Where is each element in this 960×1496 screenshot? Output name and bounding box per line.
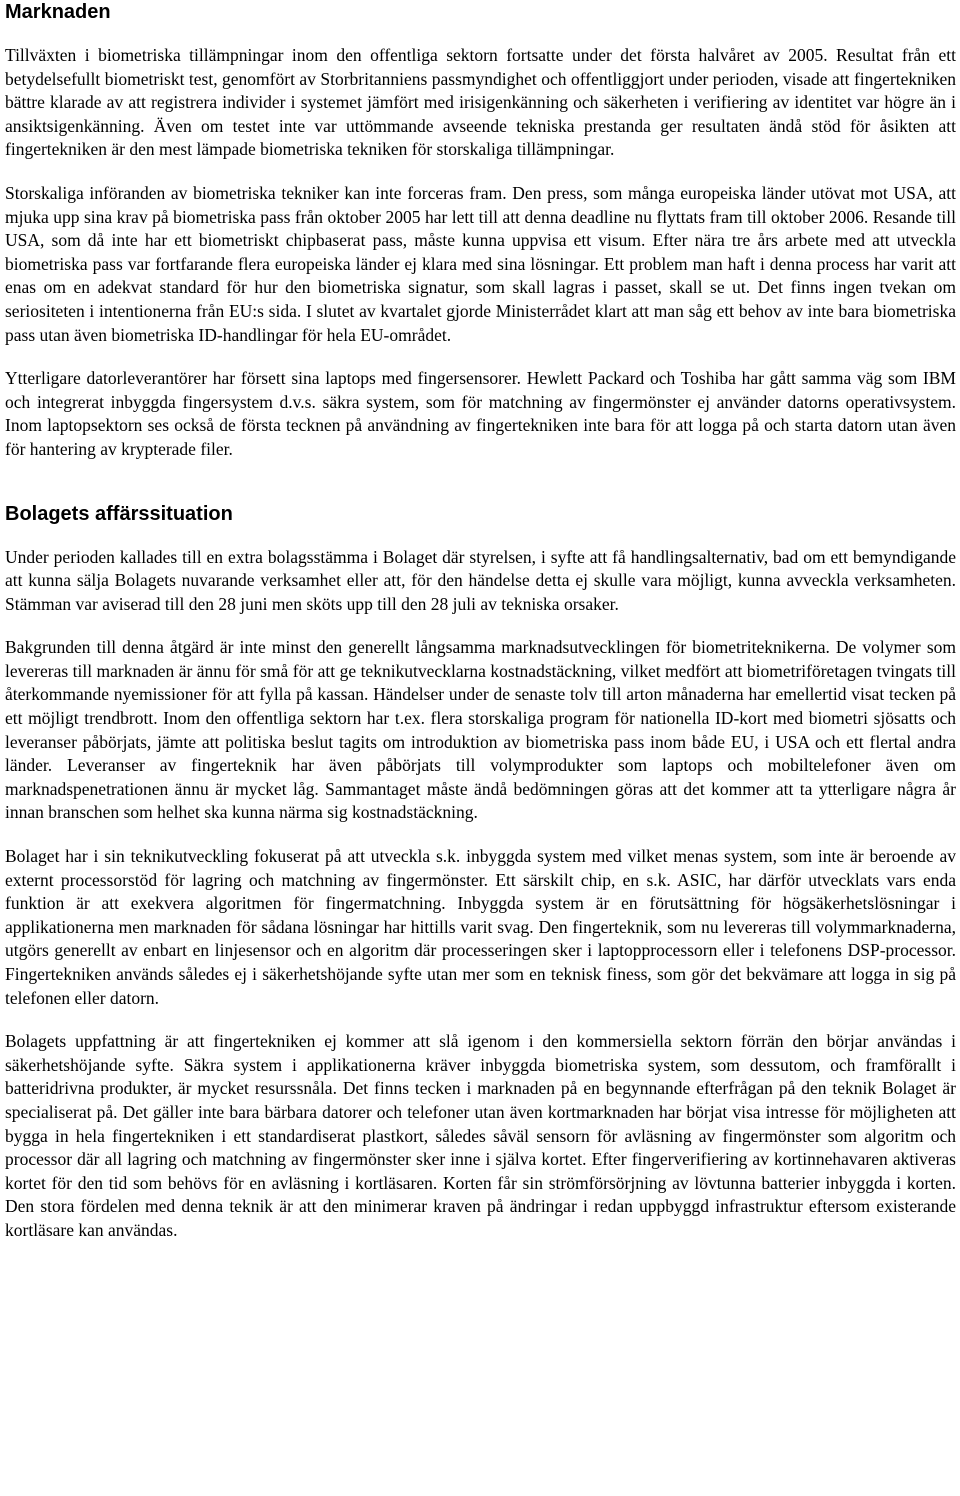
paragraph-marknaden-1: Tillväxten i biometriska tillämpningar inom den offentliga sektorn fortsatte under det första halvåret av 2005. Resultat från ett betydelsefullt biometriskt test, genomfört av Storbritanniens passmyndighet och offentliggjort under perioden, visade att fingertekniken bättre klarade av att registrera individer i systemet jämfört med irisigenkänning och säkerheten i verifiering av identitet var högre än i ansiktsigenkänning. Även om testet inte var uttömmande avseende tekniska prestanda ger resultaten ändå stöd för åsikten att fingertekniken är den mest lämpade biometriska tekniken för storskaliga tillämpningar. <box>5 45 956 160</box>
paragraph-marknaden-3: Ytterligare datorleverantörer har försett sina laptops med fingersensorer. Hewlett Packard och Toshiba har gått samma väg som IBM och integrerat inbyggda fingersystem d.v.s. säkra system, som för matchning av fingermönster ej använder datorns operativsystem. Inom laptopsektorn ses också de första tecknen på användning av fingertekniken inte bara för att logga på och starta datorn utan även för hantering av krypterade filer. <box>5 368 956 459</box>
section-heading-bolagets-affarssituation: Bolagets affärssituation <box>5 502 233 525</box>
section-heading-marknaden: Marknaden <box>5 1 111 23</box>
document-page <box>5 0 956 1243</box>
paragraph-bolagets-3: Bolaget har i sin teknikutveckling fokuserat på att utveckla s.k. inbyggda system med vilket menas system, som inte är beroende av externt processorstöd för lagring och matchning av fingermönster. Ett särskilt chip, en s.k. ASIC, har därför utvecklats vars enda funktion är att exekvera algoritmen för fingermatchning. Inbyggda system är en förutsättning för högsäkerhetslösningar i applikationerna men marknaden för sådana lösningar har hittills varit svag. Den fingerteknik, som nu levereras till volymmarknaderna, utgörs generellt av enbart en linjesensor och en algoritm där processeringen sker i laptopprocessorn eller i telefonens DSP-processor. Fingertekniken används således ej i säkerhetshöjande syfte utan mer som en teknisk finess, som gör det bekvämare att logga in sig på telefonen eller datorn. <box>5 846 956 1008</box>
paragraph-bolagets-2: Bakgrunden till denna åtgärd är inte minst den generellt långsamma marknadsutvecklingen för biometriteknikerna. De volymer som levereras till marknaden är ännu för små för att ge teknikutvecklarna kostnadstäckning, vilket medfört att biometriföretagen tvingats till återkommande nyemissioner för att fylla på kassan. Händelser under de senaste tolv till arton månaderna har emellertid visat tecken på ett möjligt trendbrott. Inom den offentliga sektorn har t.ex. flera storskaliga program för nationella ID-kort med biometri sjösatts och leveranser påbörjats, jämte att politiska beslut tagits om introduktion av biometriska pass inom både EU, i USA och ett flertal andra länder. Leveranser av fingerteknik har även påbörjats till volymprodukter som laptops och mobiltelefoner även om marknadspenetrationen ännu är mycket låg. Sammantaget måste ändå bedömningen göras att det kommer att ta ytterligare några år innan branschen som helhet ska kunna närma sig kostnadstäckning. <box>5 637 956 823</box>
paragraph-marknaden-2: Storskaliga införanden av biometriska tekniker kan inte forceras fram. Den press, som många europeiska länder utövat mot USA, att mjuka upp sina krav på biometriska pass från oktober 2005 har lett till att denna deadline nu flyttats fram till oktober 2006. Resande till USA, som då inte har ett biometriskt chipbaserat pass, måste kunna uppvisa ett visum. Efter nära tre års arbete med att utveckla biometriska pass var fortfarande flera europeiska länder ej klara med sina lösningar. Ett problem man haft i denna process har varit att enas om en adekvat standard för hur den biometriska signatur, som skall lagras i passet, skall se ut. Det finns ingen tvekan om seriositeten i intentionerna från EU:s sida. I slutet av kvartalet gjorde Ministerrådet klart att man såg ett behov av inte bara biometriska pass utan även biometriska ID-handlingar för hela EU-området. <box>5 182 956 345</box>
paragraph-bolagets-1: Under perioden kallades till en extra bolagsstämma i Bolaget där styrelsen, i syfte att få handlingsalternativ, bad om ett bemyndigande att kunna sälja Bolagets nuvarande verksamhet eller att, för den händelse detta ej skulle vara möjligt, kunna avveckla verksamheten. Stämman var aviserad till den 28 juni men sköts upp till den 28 juli av tekniska orsaker. <box>5 546 956 614</box>
paragraph-bolagets-4: Bolagets uppfattning är att fingertekniken ej kommer att slå igenom i den kommersiella sektorn förrän den börjar användas i säkerhetshöjande syfte. Säkra system i applikationerna kräver inbyggda biometriska system, som dessutom, och framförallt i batteridrivna produkter, är mycket resurssnåla. Det finns tecken i marknaden på en begynnande efterfrågan på den teknik Bolaget är specialiserat på. Det gäller inte bara bärbara datorer och telefoner utan även kortmarknaden har börjat visa intresse för möjligheten att bygga in hela fingertekniken i ett standardiserat plastkort, således såväl sensorn för avläsning av fingermönster som algoritm och processor där all lagring och matchning av fingermönster sker inne i själva kortet. Efter fingerverifiering av kortinnehavaren aktiveras kortet för den tid som behövs för en avläsning i kortläsaren. Korten får sin strömförsörjning av lövtunna batterier inbyggda i korten. Den stora fördelen med denna teknik är att den minimerar kraven på ändringar i redan uppbyggd infrastruktur eftersom existerande kortläsare kan användas. <box>5 1031 956 1240</box>
